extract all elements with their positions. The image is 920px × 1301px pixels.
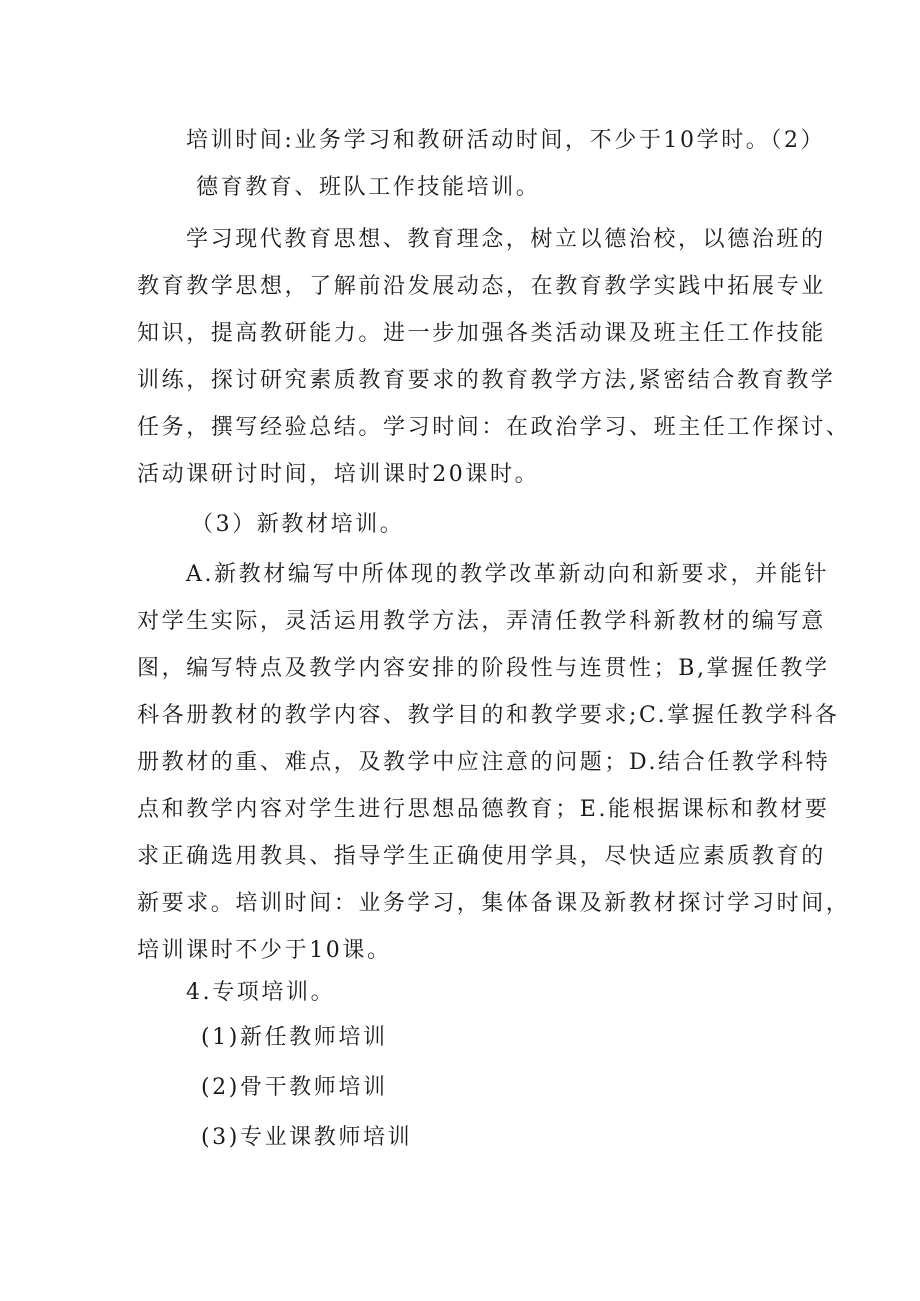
text-line: 培训课时不少于10课。 (137, 938, 392, 963)
text-line: 训练，探讨研究素质教育要求的教育教学方法,紧密结合教育教学 (137, 368, 836, 393)
list-item: (3)专业课教师培训 (201, 1125, 413, 1150)
text-line: 科各册教材的教学内容、教学目的和教学要求;C.掌握任教学科各 (137, 703, 840, 728)
section-heading: 4.专项培训。 (186, 980, 336, 1005)
section-heading: （3）新教材培训。 (191, 512, 405, 537)
text-line: 图，编写特点及教学内容安排的阶段性与连贯性；B,掌握任教学 (137, 656, 830, 681)
text-line: 培训时间:业务学习和教研活动时间，不少于10学时。（2） (186, 128, 826, 153)
text-line: 德育教育、班队工作技能培训。 (196, 175, 541, 200)
text-line: A.新教材编写中所体现的教学改革新动向和新要求，并能针 (186, 562, 830, 587)
text-line: 知识，提高教研能力。进一步加强各类活动课及班主任工作技能 (137, 321, 826, 346)
list-item: (1)新任教师培训 (201, 1025, 388, 1050)
text-line: 求正确选用教具、指导学生正确使用学具，尽快适应素质教育的 (137, 844, 826, 869)
text-line: 教育教学思想，了解前沿发展动态，在教育教学实践中拓展专业 (137, 274, 826, 299)
text-line: 活动课研讨时间，培训课时20课时。 (137, 462, 540, 487)
text-line: 册教材的重、难点，及教学中应注意的问题；D.结合任教学科特 (137, 750, 831, 775)
text-line: 点和教学内容对学生进行思想品德教育；E.能根据课标和教材要 (137, 797, 830, 822)
text-line: 对学生实际，灵活运用教学方法，弄清任教学科新教材的编写意 (137, 609, 826, 634)
list-item: (2)骨干教师培训 (201, 1075, 388, 1100)
text-line: 学习现代教育思想、教育理念，树立以德治校，以德治班的 (186, 227, 826, 252)
text-line: 任务，撰写经验总结。学习时间：在政治学习、班主任工作探讨、 (137, 415, 851, 440)
text-line: 新要求。培训时间：业务学习，集体备课及新教材探讨学习时间， (137, 891, 851, 916)
